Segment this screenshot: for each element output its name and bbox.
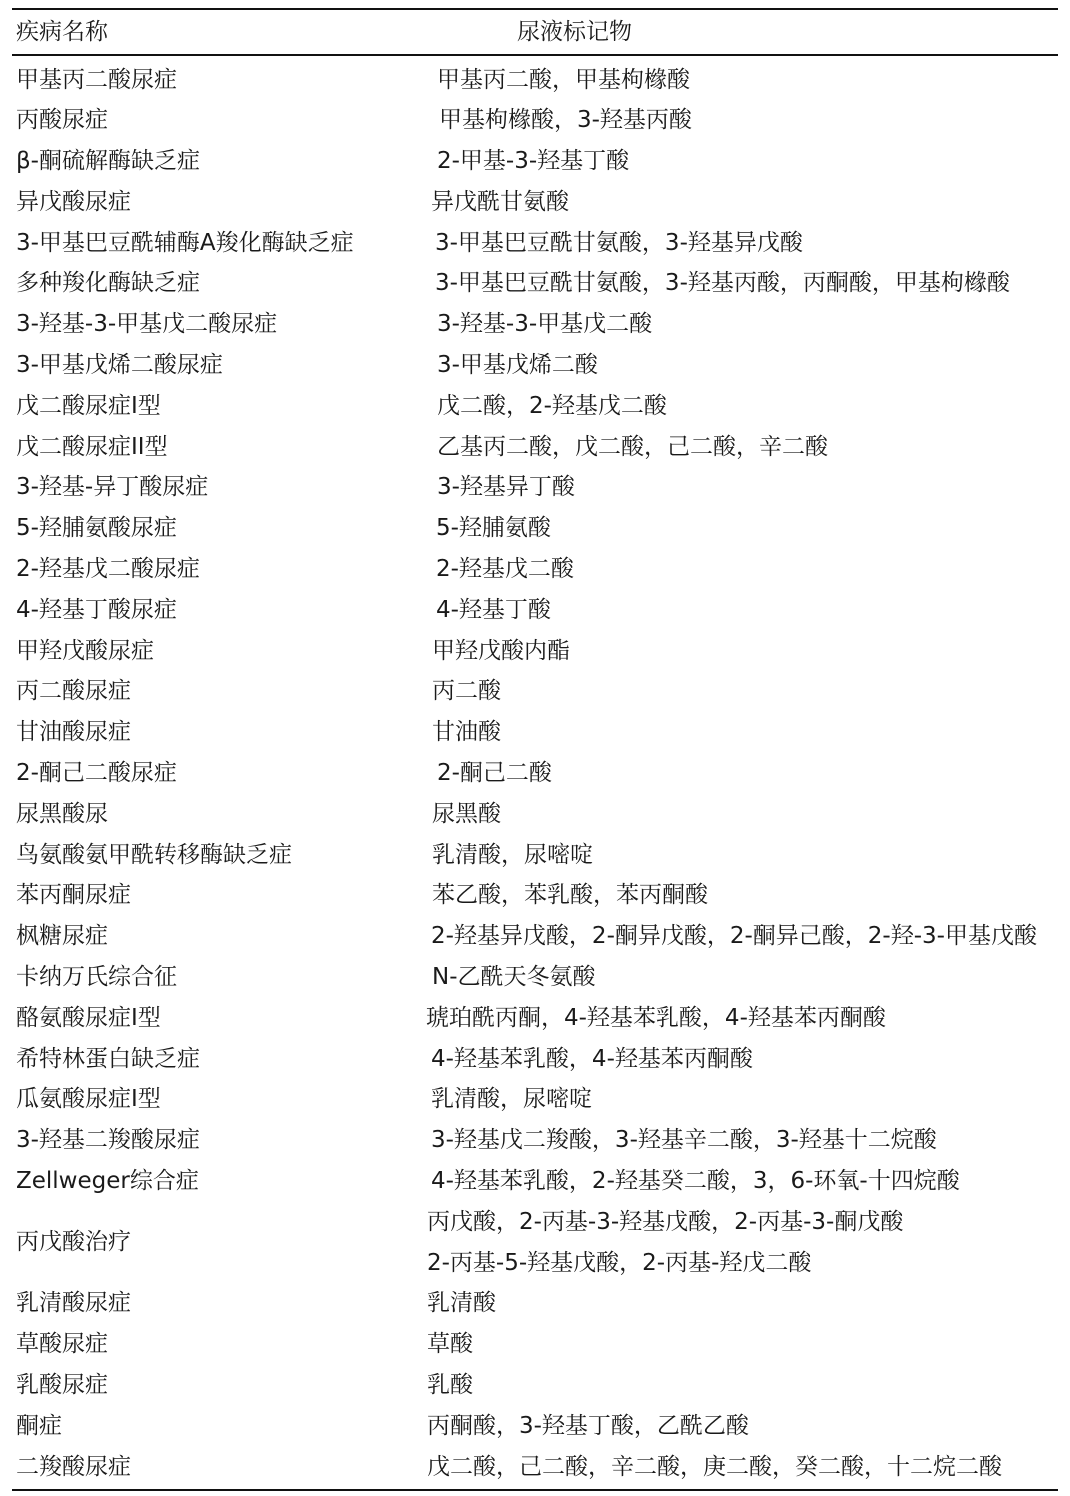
- table-row: [12, 753, 1058, 794]
- urine-marker-cell: [437, 345, 598, 386]
- urine-marker-cell: [431, 1039, 753, 1080]
- urine-marker-cell: [432, 835, 593, 876]
- table-row: [12, 223, 1058, 264]
- table-row: [12, 549, 1058, 590]
- urine-marker-cell: [431, 182, 569, 223]
- disease-name-cell: 异戊酸尿症: [16, 188, 131, 215]
- table-row: [12, 345, 1058, 386]
- disease-name-cell: 乳清酸尿症: [16, 1290, 131, 1317]
- urine-marker-text: 甘油酸: [432, 719, 501, 746]
- disease-name-cell: 戊二酸尿症I型: [16, 392, 161, 419]
- table-header-row: [12, 10, 1058, 54]
- urine-marker-text: 戊二酸，2-羟基戊二酸: [437, 392, 667, 419]
- table-row: [12, 386, 1058, 427]
- urine-marker-text: 甲基枸橼酸，3-羟基丙酸: [439, 107, 692, 134]
- header-urine-marker: 尿液标记物: [517, 19, 632, 45]
- disease-name-cell: 苯丙酮尿症: [16, 882, 131, 909]
- urine-marker-cell: [436, 508, 551, 549]
- disease-name-cell: 丙酸尿症: [16, 107, 108, 134]
- urine-marker-text: 3-甲基戊烯二酸: [437, 352, 598, 379]
- urine-marker-text: 2-丙基-5-羟基戊酸，2-丙基-羟戊二酸: [427, 1249, 812, 1276]
- urine-marker-cell: [432, 631, 570, 672]
- urine-marker-cell: [436, 549, 574, 590]
- disease-name-cell: 二羧酸尿症: [16, 1453, 131, 1480]
- urine-marker-cell: [427, 1283, 496, 1324]
- urine-marker-text: 乳酸: [427, 1372, 473, 1398]
- table-row: [12, 957, 1058, 998]
- urine-marker-text: 乙基丙二酸，戊二酸，己二酸，辛二酸: [437, 433, 828, 460]
- urine-marker-text: 2-酮己二酸: [437, 760, 552, 787]
- disease-name-cell: 5-羟脯氨酸尿症: [16, 515, 177, 542]
- urine-marker-cell: [431, 1120, 937, 1161]
- urine-marker-cell: [431, 1161, 960, 1202]
- urine-marker-text: 3-羟基异丁酸: [437, 474, 575, 501]
- urine-marker-cell: [427, 1447, 1002, 1488]
- table-row: [12, 1161, 1058, 1202]
- urine-marker-text: 4-羟基丁酸: [436, 596, 551, 623]
- table-row: [12, 712, 1058, 753]
- table-row: [12, 875, 1058, 916]
- disease-name-cell: 3-羟基-3-甲基戊二酸尿症: [16, 311, 278, 338]
- disease-name-cell: 2-羟基戊二酸尿症: [16, 556, 200, 583]
- disease-name-cell: 3-甲基戊烯二酸尿症: [16, 352, 223, 379]
- urine-marker-text: 4-羟基苯乳酸，2-羟基癸二酸，3，6-环氧-十四烷酸: [431, 1168, 960, 1195]
- urine-marker-cell: [432, 712, 501, 753]
- disease-name-cell: 枫糖尿症: [16, 923, 108, 950]
- urine-marker-text: 2-羟基异戊酸，2-酮异戊酸，2-酮异己酸，2-羟-3-甲基戊酸: [431, 923, 1037, 950]
- table-row: [12, 998, 1058, 1039]
- disease-name-cell: 卡纳万氏综合征: [16, 964, 177, 991]
- table-row: [12, 1365, 1058, 1406]
- urine-marker-text: 3-甲基巴豆酰甘氨酸，3-羟基丙酸，丙酮酸，甲基枸橼酸: [435, 270, 1010, 297]
- header-disease-name: 疾病名称: [16, 19, 108, 45]
- urine-marker-text: 乳清酸，尿嘧啶: [432, 841, 593, 868]
- disease-name-cell: 丙二酸尿症: [16, 678, 131, 705]
- urine-marker-text: 丙戊酸，2-丙基-3-羟基戊酸，2-丙基-3-酮戊酸: [427, 1208, 904, 1235]
- table-row: [12, 631, 1058, 672]
- table-row: [12, 794, 1058, 835]
- urine-marker-text: 异戊酰甘氨酸: [431, 188, 569, 215]
- urine-marker-cell: [432, 957, 596, 998]
- table-row: [12, 1406, 1058, 1447]
- table-row: [12, 508, 1058, 549]
- urine-marker-cell: [427, 1406, 749, 1447]
- table-row: [12, 590, 1058, 631]
- urine-marker-cell: [437, 753, 552, 794]
- disease-name-cell: 4-羟基丁酸尿症: [16, 596, 177, 623]
- disease-name-cell: 2-酮己二酸尿症: [16, 760, 177, 787]
- urine-marker-cell: [437, 467, 575, 508]
- table-row: [12, 141, 1058, 182]
- table-row: [12, 916, 1058, 957]
- urine-marker-text: 3-羟基-3-甲基戊二酸: [437, 311, 653, 338]
- disease-name-cell: 甲羟戊酸尿症: [16, 637, 154, 664]
- disease-marker-table: [12, 8, 1058, 1491]
- urine-marker-text: 丙二酸: [432, 678, 501, 705]
- urine-marker-cell: [437, 60, 690, 101]
- table-row: [12, 467, 1058, 508]
- table-row: [12, 1283, 1058, 1324]
- table-row: [12, 427, 1058, 468]
- urine-marker-cell: [436, 590, 551, 631]
- urine-marker-cell: [427, 1324, 473, 1365]
- disease-name-cell: 酪氨酸尿症I型: [16, 1004, 161, 1031]
- urine-marker-text: 2-甲基-3-羟基丁酸: [437, 148, 630, 175]
- table-row: [12, 182, 1058, 223]
- urine-marker-cell: [427, 1365, 473, 1406]
- disease-name-cell: 酮症: [16, 1412, 62, 1439]
- urine-marker-cell: [439, 100, 692, 141]
- urine-marker-cell: [431, 916, 1037, 957]
- urine-marker-cell: [426, 998, 886, 1039]
- table-row: [12, 60, 1058, 101]
- table-row: [12, 1202, 1058, 1284]
- urine-marker-text: 5-羟脯氨酸: [436, 515, 551, 542]
- urine-marker-text: 甲羟戊酸内酯: [432, 637, 570, 664]
- table-row: [12, 671, 1058, 712]
- urine-marker-text: 2-羟基戊二酸: [436, 556, 574, 583]
- table-row: [12, 1120, 1058, 1161]
- urine-marker-text: 3-羟基戊二羧酸，3-羟基辛二酸，3-羟基十二烷酸: [431, 1127, 937, 1154]
- urine-marker-cell: [431, 1079, 592, 1120]
- urine-marker-text: 苯乙酸，苯乳酸，苯丙酮酸: [432, 882, 708, 909]
- disease-name-cell: 尿黑酸尿: [16, 800, 108, 827]
- urine-marker-cell: [432, 875, 708, 916]
- urine-marker-cell: [437, 427, 828, 468]
- table-row: [12, 263, 1058, 304]
- disease-name-cell: 瓜氨酸尿症I型: [16, 1086, 161, 1113]
- disease-name-cell: 3-甲基巴豆酰辅酶A羧化酶缺乏症: [16, 229, 354, 256]
- urine-marker-text: 乳清酸: [427, 1290, 496, 1317]
- table-row: [12, 835, 1058, 876]
- disease-name-cell: 鸟氨酸氨甲酰转移酶缺乏症: [16, 841, 292, 868]
- disease-name-cell: 甘油酸尿症: [16, 719, 131, 746]
- urine-marker-text: 4-羟基苯乳酸，4-羟基苯丙酮酸: [431, 1045, 753, 1072]
- urine-marker-cell: [432, 794, 501, 835]
- disease-name-cell: 甲基丙二酸尿症: [16, 66, 177, 93]
- urine-marker-cell: [435, 223, 803, 264]
- urine-marker-text: N-乙酰天冬氨酸: [432, 964, 596, 991]
- disease-name-cell: 乳酸尿症: [16, 1372, 108, 1398]
- table-row: [12, 304, 1058, 345]
- urine-marker-text: 草酸: [427, 1331, 473, 1358]
- table-row: [12, 100, 1058, 141]
- urine-marker-text: 戊二酸，己二酸，辛二酸，庚二酸，癸二酸，十二烷二酸: [427, 1453, 1002, 1480]
- table-row: [12, 1447, 1058, 1488]
- table-row: [12, 1039, 1058, 1080]
- disease-name-cell: 3-羟基-异丁酸尿症: [16, 474, 209, 501]
- disease-name-cell: β-酮硫解酶缺乏症: [16, 148, 200, 175]
- urine-marker-text: 尿黑酸: [432, 800, 501, 827]
- urine-marker-text: 甲基丙二酸，甲基枸橼酸: [437, 66, 690, 93]
- disease-name-cell: 希特林蛋白缺乏症: [16, 1045, 200, 1072]
- disease-name-cell: 戊二酸尿症II型: [16, 433, 168, 460]
- urine-marker-text: 丙酮酸，3-羟基丁酸，乙酰乙酸: [427, 1412, 749, 1439]
- table-bottom-rule: [12, 1489, 1058, 1491]
- urine-marker-cell: [427, 1202, 903, 1284]
- urine-marker-cell: [432, 671, 501, 712]
- disease-name-cell: 丙戊酸治疗: [16, 1228, 131, 1255]
- table-body: [12, 56, 1058, 1488]
- urine-marker-text: 琥珀酰丙酮，4-羟基苯乳酸，4-羟基苯丙酮酸: [426, 1004, 886, 1031]
- table-row: [12, 1324, 1058, 1365]
- urine-marker-cell: [437, 386, 667, 427]
- urine-marker-cell: [437, 304, 652, 345]
- table-row: [12, 1079, 1058, 1120]
- disease-name-cell: 3-羟基二羧酸尿症: [16, 1127, 200, 1154]
- urine-marker-cell: [437, 141, 629, 182]
- urine-marker-text: 3-甲基巴豆酰甘氨酸，3-羟基异戊酸: [435, 229, 803, 256]
- disease-name-cell: 多种羧化酶缺乏症: [16, 270, 200, 297]
- disease-name-cell: 草酸尿症: [16, 1331, 108, 1358]
- urine-marker-text: 乳清酸，尿嘧啶: [431, 1086, 592, 1113]
- disease-name-cell: Zellweger综合症: [16, 1168, 199, 1195]
- urine-marker-cell: [435, 263, 1010, 304]
